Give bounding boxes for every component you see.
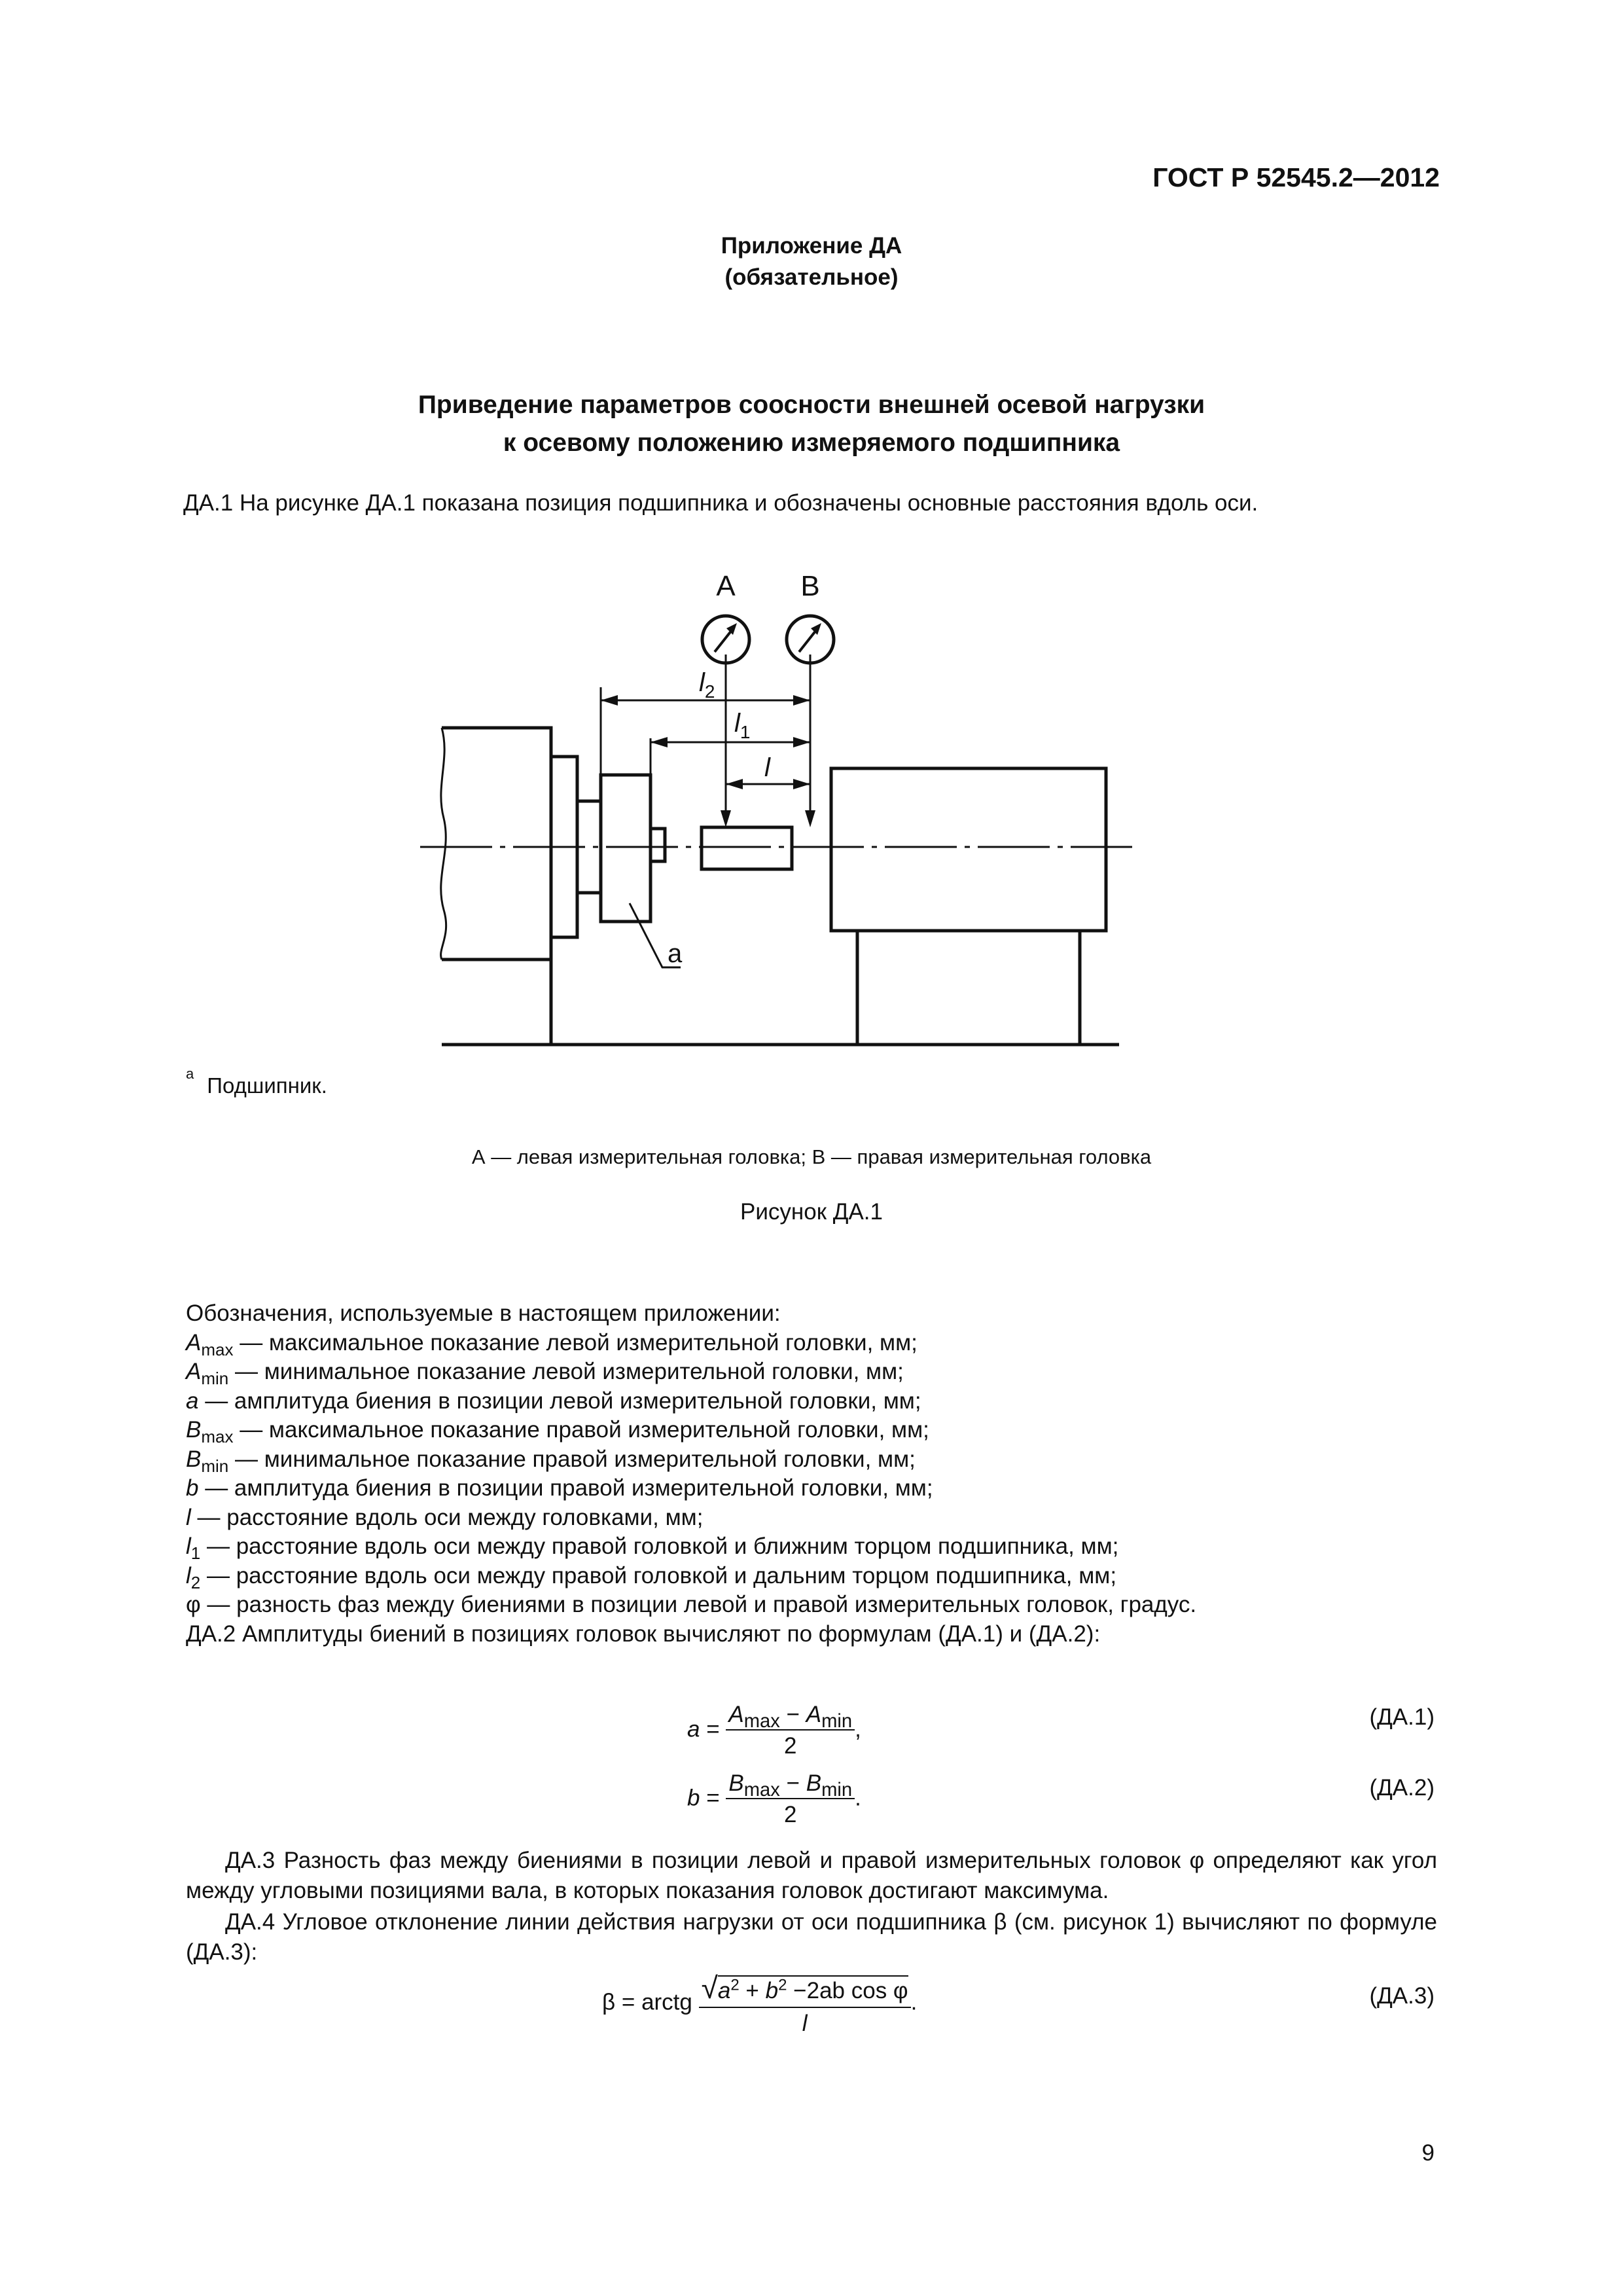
document-code: ГОСТ Р 52545.2—2012: [1152, 162, 1440, 192]
def-l1: $l_1$ — расстояние вдоль оси между правой головкой и ближним торцом подшипника, мм;: [186, 1534, 1119, 1563]
def-l: l — расстояние вдоль оси между головками, мм;: [186, 1504, 704, 1530]
formula-da3: β = arctg $\frac{√a^2 + b^2 -2ab \cos \varphi}{l}$ .: [602, 1971, 918, 2036]
probe-a-tip: [721, 810, 731, 827]
section-title: [0, 386, 1623, 462]
formula-da1: a = $\frac{A_{max} - A_{min}}{2}$ ,: [687, 1702, 861, 1759]
housing-break-line: [441, 728, 446, 960]
title-line-2: к осевому положению измеряемого подшипника: [503, 429, 1120, 457]
left-housing: [442, 728, 1119, 1045]
shaft: [702, 827, 792, 869]
label-probe-a: A: [716, 570, 736, 602]
paragraph-da2: ДА.2 Амплитуды биений в позициях головок вычисляют по формулам (ДА.1) и (ДА.2):: [186, 1621, 1101, 1647]
figure-footnote: [186, 1066, 327, 1098]
label-l: l: [764, 753, 770, 782]
label-callout-a: a: [668, 939, 683, 968]
definitions-intro: Обозначения, используемые в настоящем приложении:: [186, 1300, 781, 1326]
equation-number-da1: (ДА.1): [1369, 1704, 1435, 1730]
paragraph-da4: ДА.4 Угловое отклонение линии действия нагрузки от оси подшипника β (см. рисунок 1) вычисляют по формуле (ДА.3):: [186, 1909, 1437, 1965]
figure-caption: Рисунок ДА.1: [740, 1199, 883, 1225]
arrow-l2-left: [601, 695, 618, 706]
figure-legend: А — левая измерительная головка; В — правая измерительная головка: [471, 1145, 1152, 1168]
definitions-list: [186, 1299, 1196, 1649]
page-number: 9: [1421, 2140, 1435, 2166]
figure-da1: [406, 563, 1139, 1060]
def-a: a — амплитуда биения в позиции левой измерительной головки, мм;: [186, 1388, 921, 1414]
arrow-l1-left: [651, 737, 668, 747]
def-phi: φ — разность фаз между биениями в позиции левой и правой измерительных головок, градус.: [186, 1592, 1197, 1617]
arrow-l2-right: [793, 695, 810, 706]
footnote-text: Подшипник.: [207, 1073, 327, 1098]
appendix-status: (обязательное): [724, 264, 899, 290]
def-amax: $A_{max}$ — максимальное показание левой измерительной головки, мм;: [186, 1329, 918, 1359]
footnote-mark: a: [186, 1066, 194, 1082]
label-probe-b: B: [800, 570, 820, 602]
def-l2: $l_2$ — расстояние вдоль оси между правой головкой и дальним торцом подшипника, мм;: [186, 1562, 1117, 1592]
bearing-stub: [651, 829, 665, 861]
appendix-title: Приложение ДА: [721, 233, 902, 259]
label-l1: $l_1$: [734, 709, 751, 742]
def-b: b — амплитуда биения в позиции правой измерительной головки, мм;: [186, 1475, 933, 1501]
equation-number-da2: (ДА.2): [1369, 1775, 1435, 1801]
def-bmax: $B_{max}$ — максимальное показание правой измерительной головки, мм;: [186, 1417, 929, 1446]
arrow-l1-right: [793, 737, 810, 747]
appendix-heading: [0, 230, 1623, 293]
arrow-l-right: [793, 779, 810, 789]
label-l2: $l_2$: [699, 668, 715, 702]
motor-body: [831, 768, 1106, 931]
title-line-1: Приведение параметров соосности внешней осевой нагрузки: [418, 391, 1205, 419]
equation-number-da3: (ДА.3): [1369, 1983, 1435, 2009]
paragraph-da1: ДА.1 На рисунке ДА.1 показана позиция подшипника и обозначены основные расстояния вдоль оси.: [183, 490, 1258, 516]
def-amin: $A_{min}$ — минимальное показание левой измерительной головки, мм;: [186, 1359, 904, 1388]
formula-da2: b = $\frac{B_{max} - B_{min}}{2}$ .: [687, 1770, 861, 1827]
probe-b-tip: [805, 810, 815, 827]
motor-support: [857, 931, 1080, 1045]
bearing-body: [601, 775, 651, 922]
paragraph-da3: ДА.3 Разность фаз между биениями в позиции левой и правой измерительных головок φ определяют как угол между угловыми позициями вала, в которых показания головок достигают максимума.: [186, 1848, 1437, 1903]
def-bmin: $B_{min}$ — минимальное показание правой измерительной головки, мм;: [186, 1446, 916, 1476]
arrow-l-left: [726, 779, 743, 789]
